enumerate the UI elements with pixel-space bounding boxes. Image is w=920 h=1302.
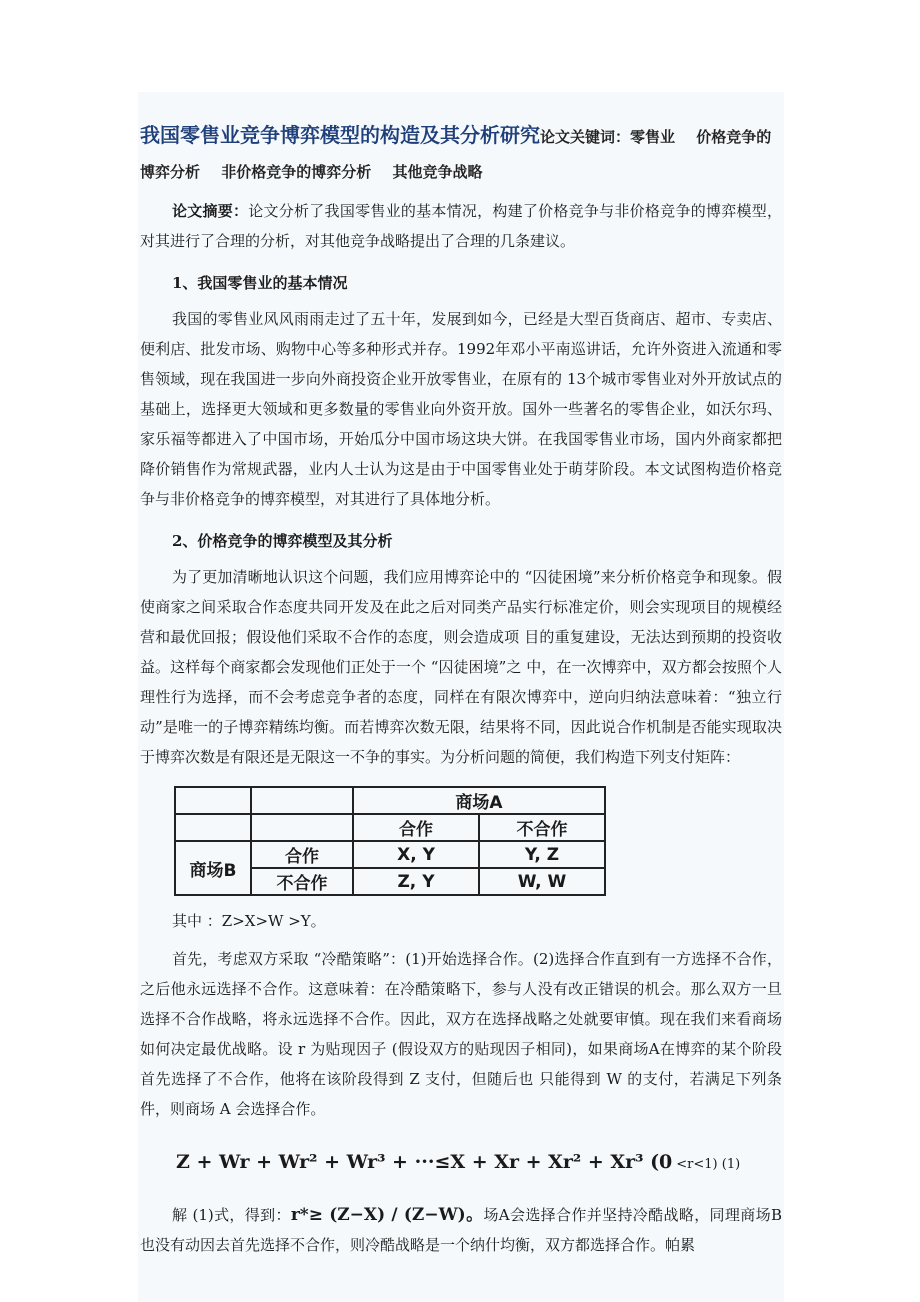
- payoff-matrix: [174, 786, 782, 896]
- matrix-cell: Y, Z: [479, 841, 605, 868]
- solution-paragraph: [140, 1200, 782, 1260]
- abstract: [140, 196, 782, 256]
- keyword: 非价格竞争的博弈分析: [221, 163, 372, 181]
- title-block: [140, 118, 782, 190]
- abstract-label: 论文摘要：: [172, 202, 249, 220]
- b-coop-header: 合作: [251, 841, 353, 868]
- a-noncoop-header: 不合作: [479, 814, 605, 841]
- matrix-cell: Z, Y: [353, 868, 479, 895]
- matrix-corner: [251, 787, 353, 814]
- solution-text: 场A会选择合作并坚持冷酷战略，同理商场B也没有动因去首先选择不合作，则冷酷战略是一个纳什均衡，双方都选择合作。帕累: [140, 1206, 782, 1254]
- solution-prefix: 解 (1)式，得到：: [172, 1206, 291, 1224]
- player-b-header: 商场B: [175, 841, 251, 895]
- payoff-table: [174, 786, 606, 896]
- matrix-corner: [251, 814, 353, 841]
- matrix-note: 其中 ：Z>X>W >Y。: [172, 912, 326, 930]
- section-heading-2: 2、价格竞争的博弈模型及其分析: [172, 532, 393, 550]
- paper-title: 我国零售业竞争博弈模型的构造及其分析研究: [140, 123, 540, 147]
- matrix-cell: W, W: [479, 868, 605, 895]
- player-a-header: 商场A: [353, 787, 605, 814]
- matrix-cell: X, Y: [353, 841, 479, 868]
- section-heading-1: 1、我国零售业的基本情况: [172, 274, 348, 292]
- keyword: 零售业: [630, 128, 676, 146]
- abstract-text: 论文分析了我国零售业的基本情况，构建了价格竞争与非价格竞争的博弈模型，对其进行了合理的分析，对其他竞争战略提出了合理的几条建议。: [140, 202, 782, 250]
- document-body: [140, 118, 782, 1260]
- a-coop-header: 合作: [353, 814, 479, 841]
- solution-formula: r*≥ (Z−X) / (Z−W)。: [290, 1205, 484, 1225]
- matrix-corner: [175, 787, 251, 814]
- formula-1: [176, 1142, 782, 1182]
- formula-main: Z + Wr + Wr² + Wr³ + ···≤X + Xr + Xr² + Xr³ (0: [176, 1151, 673, 1173]
- formula-condition: <r<1) (1): [676, 1157, 741, 1172]
- matrix-corner: [175, 814, 251, 841]
- section-2-paragraph-1: 为了更加清晰地认识这个问题，我们应用博弈论中的 “囚徒困境”来分析价格竞争和现象。假使商家之间采取合作态度共同开发及在此之后对同类产品实行标准定价，则会实现项目的规模经营和最优回报；假设他们采取不合作的态度，则会造成项 目的重复建设，无法达到预期的投资收益。这样每个商家都会发现他们正处于一个 “囚徒困境”之 中，在一次博弈中，双方都会按照个人理性行为选择，而不会考虑竞争者的态度，同样在有限次博弈中，逆向归纳法意味着：“独立行动”是唯一的子博弈精练均衡。而若博弈次数无限，结果将不同，因此说合作机制是否能实现取决于博弈次数是有限还是无限这一不争的事实。为分析问题的简便，我们构造下列支付矩阵：: [140, 568, 782, 766]
- keywords-label: 论文关键词：: [540, 128, 631, 146]
- keyword: 价格竞争的博弈分析: [140, 128, 772, 181]
- b-noncoop-header: 不合作: [251, 868, 353, 895]
- section-2-paragraph-2: 首先，考虑双方采取 “冷酷策略”：(1)开始选择合作。(2)选择合作直到有一方选择不合作，之后他永远选择不合作。这意味着：在冷酷策略下，参与人没有改正错误的机会。那么双方一旦选择不合作战略，将永远选择不合作。因此，双方在选择战略之处就要审慎。现在我们来看商场如何决定最优战略。设 r 为贴现因子 (假设双方的贴现因子相同)，如果商场A在博弈的某个阶段首先选择了不合作，他将在该阶段得到 Z 支付，但随后也 只能得到 W 的支付，若满足下列条件，则商场 A 会选择合作。: [140, 950, 782, 1118]
- keyword: 其他竞争战略: [392, 163, 483, 181]
- section-1-paragraph: 我国的零售业风风雨雨走过了五十年，发展到如今，已经是大型百货商店、超市、专卖店、便利店、批发市场、购物中心等多种形式并存。1992年邓小平南巡讲话，允许外资进入流通和零售领域，现在我国进一步向外商投资企业开放零售业，在原有的 13个城市零售业对外开放试点的基础上，选择更大领域和更多数量的零售业向外资开放。国外一些著名的零售企业，如沃尔玛、家乐福等都进入了中国市场，开始瓜分中国市场这块大饼。在我国零售业市场，国内外商家都把降价销售作为常规武器，业内人士认为这是由于中国零售业处于萌芽阶段。本文试图构造价格竞争与非价格竞争的博弈模型，对其进行了具体地分析。: [140, 310, 782, 508]
